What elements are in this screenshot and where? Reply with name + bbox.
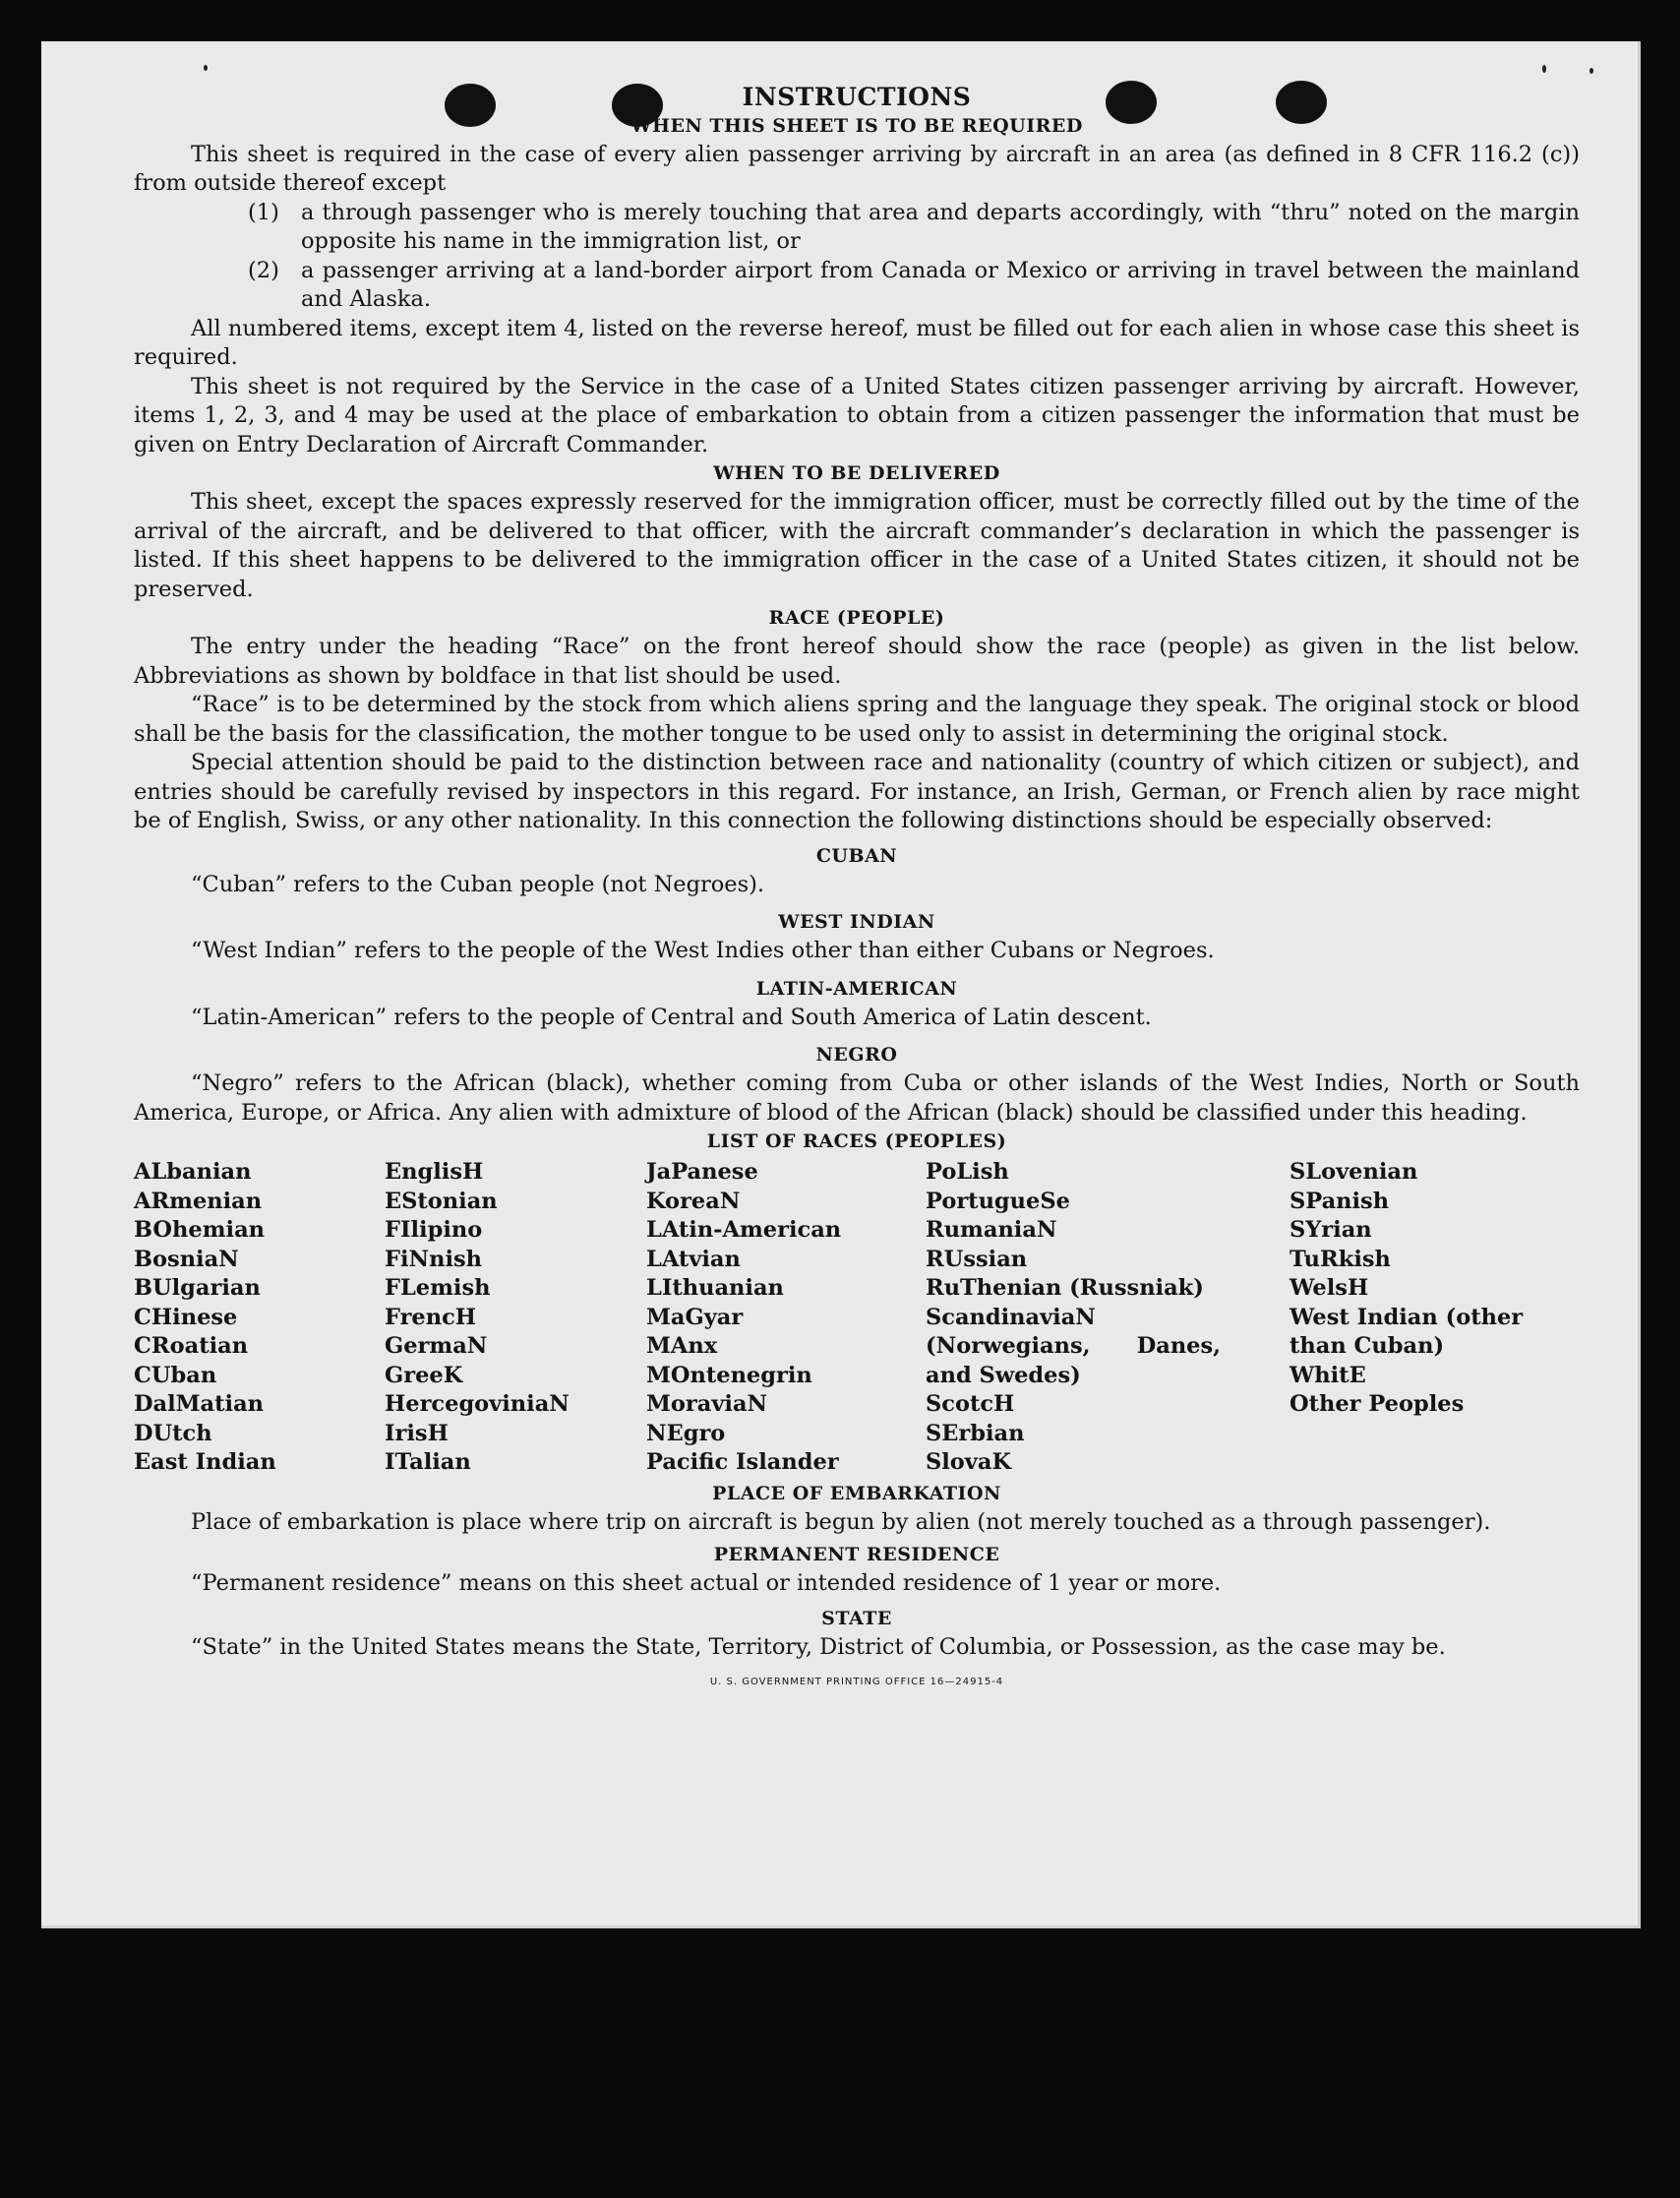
paragraph: This sheet, except the spaces expressly reserved for the immigration officer, must be correctly filled out by the time of the arrival of the aircraft, and be delivered to that officer, with the aircraft commander’s declaration in which the passenger is listed. If this sheet happens to be delivered to the immigration officer in the case of a United States citizen, it should not be preserved. [134,489,1580,602]
race-entry: West Indian (other than Cuban) [1290,1304,1524,1359]
race-entry: SLovenian [1290,1159,1418,1185]
paragraph: “Latin-American” refers to the people of Central and South America of Latin descent. [191,1004,1152,1030]
race-entry: Pacific Islander [646,1449,839,1475]
race-entry: GreeK [385,1362,463,1388]
races-column-1 [134,1158,385,1478]
paragraph: “Race” is to be determined by the stock from which aliens spring and the language they speak. The original stock or blood shall be the basis for the classification, the mother tongue to be used only to assist in determining the original stock. [134,692,1580,747]
race-entry: GermaN [385,1333,488,1359]
race-entry: CRoatian [134,1333,249,1359]
race-entry: RuThenian (Russniak) [926,1275,1204,1301]
race-entry: CUban [134,1362,217,1388]
race-entry: ARmenian [134,1188,263,1214]
race-entry: MAnx [646,1333,718,1359]
section-heading-when-delivered: WHEN TO BE DELIVERED [713,462,1000,484]
paragraph: “West Indian” refers to the people of the West Indies other than either Cubans or Negroes. [191,938,1215,963]
race-entry: JaPanese [646,1159,758,1185]
paragraph: Special attention should be paid to the distinction between race and nationality (country of which citizen or subject), and entries should be carefully revised by inspectors in this regard. For instance, an Irish, German, or French alien by race might be of English, Swiss, or any other nationality. In this connection the following distinctions should be especially observed: [134,750,1580,833]
race-entry: DUtch [134,1420,212,1446]
paragraph: This sheet is not required by the Service in the case of a United States citizen passenger arriving by aircraft. However, items 1, 2, 3, and 4 may be used at the place of embarkation to obtain from a citizen passenger the information that must be given on Entry Declaration of Aircraft Commander. [134,373,1580,458]
race-entry: ScotcH [926,1391,1015,1417]
race-entry: ALbanian [134,1159,252,1185]
race-entry: PoLish [926,1159,1009,1185]
item-text: a passenger arriving at a land-border airport from Canada or Mexico or arriving in travel between the mainland and Alaska. [301,257,1580,312]
race-entry: RUssian [926,1246,1028,1272]
race-entry: LIthuanian [646,1275,784,1301]
paragraph: “State” in the United States means the State, Territory, District of Columbia, or Possession, as the case may be. [191,1633,1446,1660]
race-entry: East Indian [134,1449,276,1475]
race-entry: SYrian [1290,1217,1372,1243]
instructions-body [134,83,1580,1697]
race-entry: MoraviaN [646,1391,768,1417]
paragraph: Place of embarkation is place where trip on aircraft is begun by alien (not merely touched as a through passenger). [191,1508,1491,1535]
printing-office-footer: U. S. GOVERNMENT PRINTING OFFICE 16—24915-4 [709,1677,1004,1687]
races-column-2 [385,1158,646,1478]
race-entry: EStonian [385,1188,498,1214]
race-entry: BosniaN [134,1246,239,1272]
race-entry: ScandinaviaN (Norwegians, Danes, and Swedes) [926,1304,1221,1388]
races-column-5 [1290,1158,1555,1478]
race-entry: FrencH [385,1304,477,1330]
section-heading-state: STATE [821,1607,892,1629]
section-heading-cuban: CUBAN [815,844,898,867]
race-entry: SErbian [926,1420,1025,1446]
document-page [41,41,1641,1928]
race-entry: LAtin-American [646,1217,842,1243]
race-entry: Other Peoples [1290,1391,1465,1417]
speck [1590,68,1593,74]
races-column-4 [926,1158,1290,1478]
race-entry: FIlipino [385,1217,483,1243]
speck [1542,65,1546,73]
race-entry: WhitE [1290,1362,1366,1388]
paragraph: The entry under the heading “Race” on the front hereof should show the race (people) as given in the list below. Abbreviations as shown by boldface in that list should be used. [134,634,1580,689]
race-entry: HercegoviniaN [385,1391,570,1417]
exception-item [134,257,1580,315]
paragraph: All numbered items, except item 4, listed on the reverse hereof, must be filled out for each alien in whose case this sheet is required. [134,315,1580,370]
item-text: a through passenger who is merely touching that area and departs accordingly, with “thru” noted on the margin opposite his name in the immigration list, or [301,199,1580,254]
race-entry: FLemish [385,1275,491,1301]
race-entry: WelsH [1290,1275,1369,1301]
race-entry: ITalian [385,1449,471,1475]
section-heading-latin-american: LATIN-AMERICAN [755,977,958,1000]
race-entry: NEgro [646,1420,726,1446]
exception-item [134,199,1580,257]
race-entry: IrisH [385,1420,449,1446]
race-entry: SlovaK [926,1449,1012,1475]
section-heading-when-required: WHEN THIS SHEET IS TO BE REQUIRED [630,114,1083,137]
section-heading-residence: PERMANENT RESIDENCE [713,1544,1000,1565]
race-entry: BOhemian [134,1217,266,1243]
paragraph: “Cuban” refers to the Cuban people (not Negroes). [191,871,765,897]
race-entry: PortugueSe [926,1188,1070,1214]
section-heading-embarkation: PLACE OF EMBARKATION [712,1482,1001,1504]
races-list [134,1158,1580,1478]
race-entry: LAtvian [646,1246,741,1272]
race-entry: DalMatian [134,1391,265,1417]
race-entry: MaGyar [646,1304,744,1330]
race-entry: TuRkish [1290,1246,1391,1272]
document-title: INSTRUCTIONS [742,83,972,111]
speck [204,65,208,71]
item-number: (2) [248,257,279,283]
item-number: (1) [248,199,279,225]
section-heading-negro: NEGRO [815,1044,898,1066]
races-column-3 [646,1158,926,1478]
paragraph: This sheet is required in the case of every alien passenger arriving by aircraft in an area (as defined in 8 CFR 116.2 (c)) from outside thereof except [134,141,1580,196]
race-entry: SPanish [1290,1188,1390,1214]
paragraph: “Permanent residence” means on this sheet actual or intended residence of 1 year or more. [191,1570,1222,1596]
race-entry: EnglisH [385,1159,484,1185]
race-entry: CHinese [134,1304,238,1330]
race-entry: RumaniaN [926,1217,1057,1243]
section-heading-west-indian: WEST INDIAN [778,911,935,933]
race-entry: BUlgarian [134,1275,261,1301]
section-heading-race: RACE (PEOPLE) [768,607,945,629]
section-heading-races-list: LIST OF RACES (PEOPLES) [706,1130,1007,1152]
paragraph: “Negro” refers to the African (black), whether coming from Cuba or other islands of the West Indies, North or South America, Europe, or Africa. Any alien with admixture of blood of the African (black) should be classified under this heading. [134,1070,1580,1126]
race-entry: MOntenegrin [646,1362,812,1388]
race-entry: FiNnish [385,1246,483,1272]
race-entry: KoreaN [646,1188,741,1214]
